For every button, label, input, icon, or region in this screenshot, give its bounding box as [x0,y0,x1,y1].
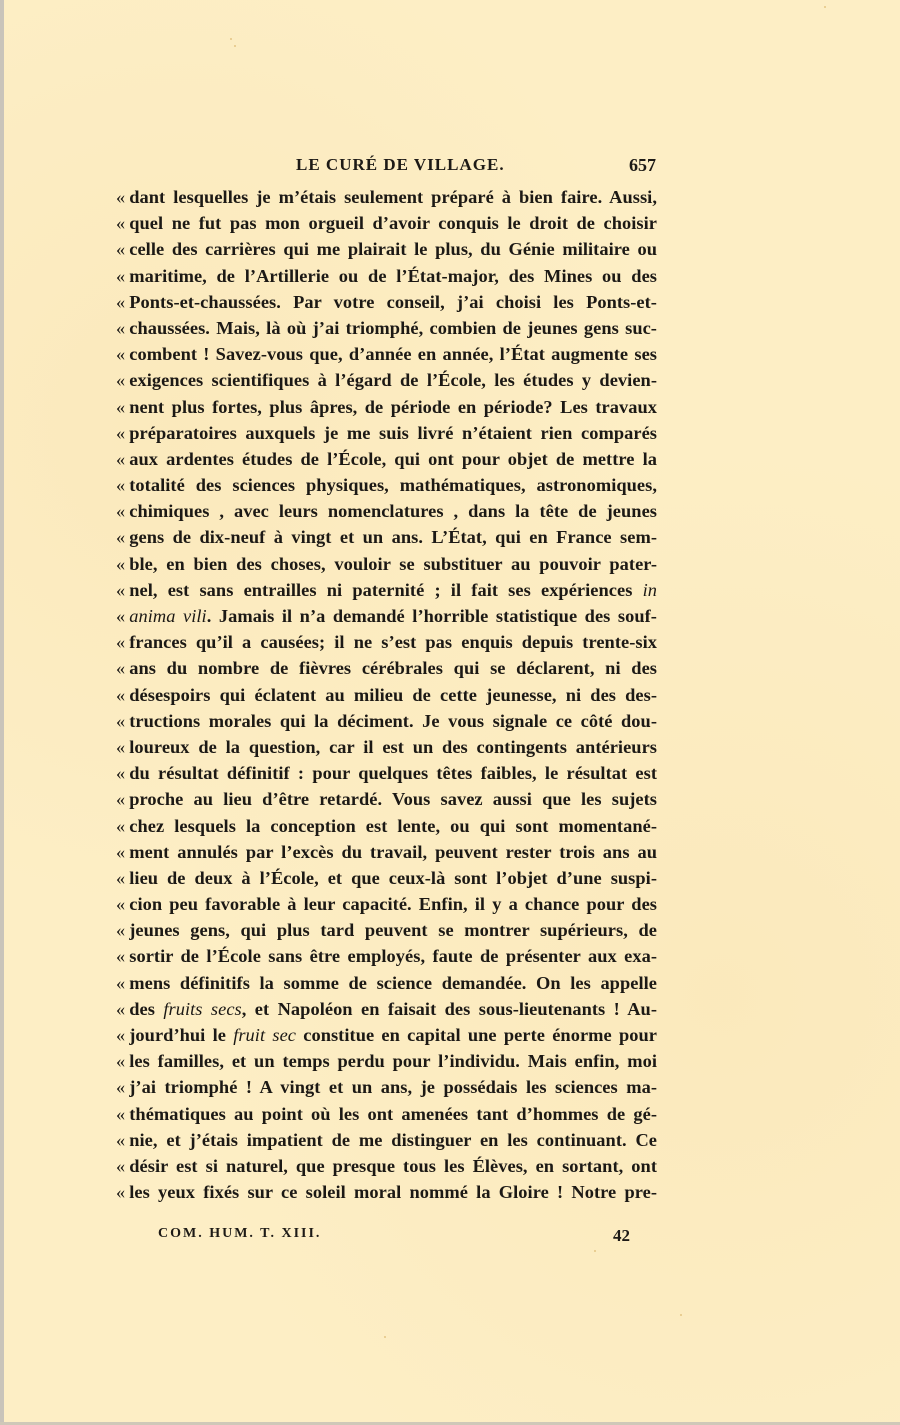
printer-signature: COM. HUM. T. XIII. [158,1226,322,1241]
text-segment: celle des carrières qui me plairait le plus, du Génie militaire ou [129,239,657,260]
text-segment: chimiques , avec leurs nomenclatures , dans la tête de jeunes [129,501,657,522]
text-line [116,891,657,917]
text-line [116,289,657,315]
text-line [116,551,657,577]
text-segment: gens de dix-neuf à vingt et un ans. L’État, qui en France sem- [129,527,657,548]
quotation-mark: « [116,736,126,757]
text-line [116,760,657,786]
quotation-mark: « [116,1103,126,1124]
text-line [116,1179,657,1205]
paper-speck [680,1314,682,1316]
text-segment: mens définitifs la somme de science demandée. On les appelle [129,972,657,993]
quotation-mark: « [116,998,126,1019]
quotation-mark: « [116,920,126,941]
text-segment: exigences scientifiques à l’égard de l’École, les études y devien- [129,370,657,391]
text-segment: des [129,998,164,1019]
text-line [116,341,657,367]
text-line [116,472,657,498]
text-segment: les familles, et un temps perdu pour l’individu. Mais enfin, moi [129,1051,657,1072]
quotation-mark: « [116,763,126,784]
italic-phrase: anima vili [129,606,207,626]
quotation-mark: « [116,501,126,522]
text-segment: du résultat définitif : pour quelques têtes faibles, le résultat est [129,763,657,784]
text-line [116,577,657,603]
quotation-mark: « [116,1182,126,1203]
text-line [116,1153,657,1179]
quotation-mark: « [116,1025,126,1045]
running-title: LE CURÉ DE VILLAGE. [296,155,505,174]
quotation-mark: « [116,1129,126,1150]
quotation-mark: « [116,658,126,679]
text-line [116,184,657,210]
text-line [116,315,657,341]
text-line [116,996,657,1022]
sheet-number: 42 [613,1226,630,1245]
text-line [116,236,657,262]
quotation-mark: « [116,475,126,496]
text-segment: jourd’hui le [129,1025,234,1045]
text-segment: tructions morales qui la déciment. Je vous signale ce côté dou- [129,710,657,731]
quotation-mark: « [116,972,126,993]
italic-phrase: in [642,579,657,600]
text-segment: chaussées. Mais, là où j’ai triomphé, combien de jeunes gens suc- [129,317,657,338]
quotation-mark: « [116,579,126,600]
quotation-mark: « [116,317,126,338]
text-segment: nel, est sans entrailles ni paternité ; il fait ses expériences [129,579,643,600]
paper-speck [230,38,232,40]
text-segment: désir est si naturel, que presque tous les Élèves, en sortant, ont [129,1155,657,1176]
text-segment: ment annulés par l’excès du travail, peuvent rester trois ans au [129,841,657,862]
quotation-mark: « [116,710,126,731]
signature-line [158,1226,638,1248]
quotation-mark: « [116,370,126,391]
quotation-mark: « [116,815,126,836]
quotation-mark: « [116,448,126,469]
text-line [116,498,657,524]
quotation-mark: « [116,1051,126,1072]
text-segment: jeunes gens, qui plus tard peuvent se montrer supérieurs, de [129,920,657,941]
quotation-mark: « [116,396,126,417]
italic-phrase: fruits secs [163,998,242,1019]
paper-speck [824,6,826,8]
text-line [116,1022,657,1048]
text-segment: combent ! Savez-vous que, d’année en année, l’État augmente ses [129,344,657,365]
text-segment: maritime, de l’Artillerie ou de l’État-major, des Mines ou des [129,265,657,286]
text-line [116,839,657,865]
text-line [116,865,657,891]
quotation-mark: « [116,527,126,548]
quotation-mark: « [116,213,126,234]
text-segment: nent plus fortes, plus âpres, de période en période? Les travaux [129,396,657,417]
running-head [118,155,656,181]
text-segment: , et Napoléon en faisait des sous-lieutenants ! Au- [241,998,657,1019]
text-segment: proche au lieu d’être retardé. Vous savez aussi que les sujets [129,789,657,810]
quotation-mark: « [116,1077,126,1098]
text-line [116,655,657,681]
text-segment: dant lesquelles je m’étais seulement préparé à bien faire. Aussi, [129,187,657,207]
text-line [116,1074,657,1100]
quotation-mark: « [116,344,126,365]
text-segment: préparatoires auxquels je me suis livré n’étaient rien comparés [129,422,657,443]
quotation-mark: « [116,422,126,443]
text-line [116,367,657,393]
quotation-mark: « [116,1155,126,1176]
text-segment: totalité des sciences physiques, mathématiques, astronomiques, [129,475,657,496]
quotation-mark: « [116,684,126,705]
quotation-mark: « [116,291,126,312]
quotation-mark: « [116,553,126,574]
quotation-mark: « [116,789,126,810]
text-line [116,420,657,446]
text-segment: sortir de l’École sans être employés, faute de présenter aux exa- [129,946,657,967]
text-line [116,786,657,812]
text-line [116,734,657,760]
italic-phrase: fruit sec [233,1025,296,1045]
text-segment: nie, et j’étais impatient de me distinguer en les continuant. Ce [129,1129,657,1150]
paper-speck [384,1336,386,1338]
text-line [116,394,657,420]
quotation-mark: « [116,265,126,286]
text-line [116,446,657,472]
text-segment: ble, en bien des choses, vouloir se substituer au pouvoir pater- [129,553,657,574]
text-line [116,813,657,839]
text-segment: quel ne fut pas mon orgueil d’avoir conquis le droit de choisir [129,213,657,234]
text-line [116,970,657,996]
text-segment: aux ardentes études de l’École, qui ont pour objet de mettre la [129,448,657,469]
text-segment: cion peu favorable à leur capacité. Enfin, il y a chance pour des [129,894,657,915]
text-line [116,943,657,969]
text-line [116,210,657,236]
quotation-mark: « [116,239,126,260]
text-line [116,524,657,550]
text-segment: loureux de la question, car il est un des contingents antérieurs [129,736,657,757]
text-line [116,917,657,943]
body-text [116,184,657,1205]
paper-speck [594,1250,596,1252]
text-segment: ans du nombre de fièvres cérébrales qui se déclarent, ni des [129,658,657,679]
quotation-mark: « [116,606,126,626]
text-line [116,629,657,655]
text-segment: les yeux fixés sur ce soleil moral nommé la Gloire ! Notre pre- [129,1182,657,1203]
text-segment: frances qu’il a causées; il ne s’est pas enquis depuis trente-six [129,632,657,653]
text-segment: . Jamais il n’a demandé l’horrible statistique des souf- [206,606,657,626]
text-line [116,682,657,708]
paper-speck [234,45,236,47]
text-segment: j’ai triomphé ! A vingt et un ans, je possédais les sciences ma- [129,1077,657,1098]
text-segment: thématiques au point où les ont amenées tant d’hommes de gé- [129,1103,657,1124]
text-line [116,1127,657,1153]
text-segment: chez lesquels la conception est lente, ou qui sont momentané- [129,815,657,836]
text-segment: Ponts-et-chaussées. Par votre conseil, j’ai choisi les Ponts-et- [129,291,657,312]
text-line [116,603,657,629]
quotation-mark: « [116,946,126,967]
quotation-mark: « [116,867,126,888]
page-number: 657 [629,155,656,175]
text-segment: désespoirs qui éclatent au milieu de cette jeunesse, ni des des- [129,684,657,705]
text-line [116,708,657,734]
quotation-mark: « [116,894,126,915]
text-segment: constitue en capital une perte énorme pour [296,1025,657,1045]
quotation-mark: « [116,841,126,862]
text-segment: lieu de deux à l’École, et que ceux-là sont l’objet d’une suspi- [129,867,657,888]
text-line [116,1101,657,1127]
quotation-mark: « [116,187,126,207]
text-line [116,1048,657,1074]
quotation-mark: « [116,632,126,653]
text-line [116,263,657,289]
